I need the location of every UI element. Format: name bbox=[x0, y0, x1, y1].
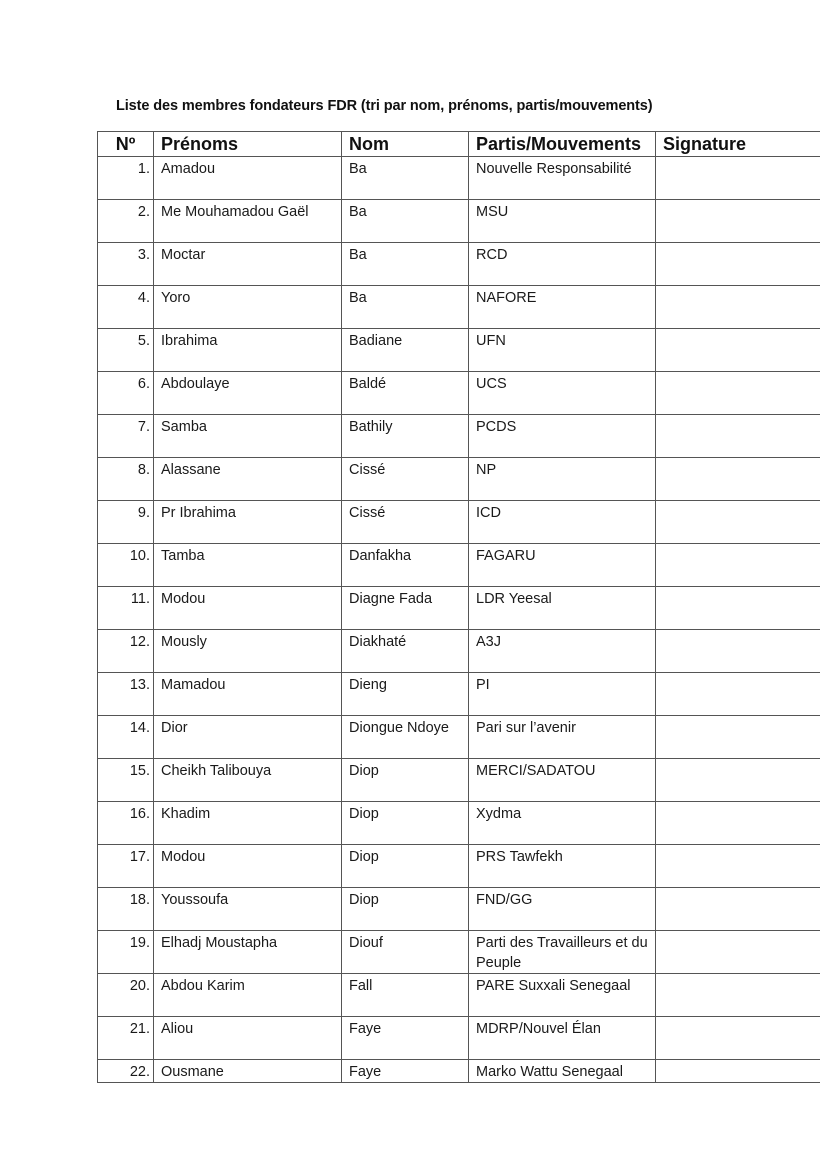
cell-partis: Parti des Travailleurs et du Peuple bbox=[469, 931, 656, 974]
header-partis: Partis/Mouvements bbox=[469, 132, 656, 157]
cell-no: 4. bbox=[98, 286, 154, 329]
cell-signature[interactable] bbox=[656, 329, 820, 372]
cell-partis: MDRP/Nouvel Élan bbox=[469, 1017, 656, 1060]
cell-nom: Fall bbox=[342, 974, 469, 1017]
cell-prenoms: Modou bbox=[154, 845, 342, 888]
cell-signature[interactable] bbox=[656, 458, 820, 501]
table-header-row bbox=[98, 132, 820, 157]
cell-no: 15. bbox=[98, 759, 154, 802]
cell-signature[interactable] bbox=[656, 845, 820, 888]
table-row bbox=[98, 243, 820, 286]
cell-signature[interactable] bbox=[656, 974, 820, 1017]
table-row bbox=[98, 544, 820, 587]
cell-partis: ICD bbox=[469, 501, 656, 544]
cell-partis: NP bbox=[469, 458, 656, 501]
cell-no: 14. bbox=[98, 716, 154, 759]
cell-prenoms: Mamadou bbox=[154, 673, 342, 716]
cell-signature[interactable] bbox=[656, 415, 820, 458]
table-row bbox=[98, 716, 820, 759]
cell-nom: Danfakha bbox=[342, 544, 469, 587]
cell-no: 10. bbox=[98, 544, 154, 587]
cell-no: 13. bbox=[98, 673, 154, 716]
cell-nom: Dieng bbox=[342, 673, 469, 716]
cell-signature[interactable] bbox=[656, 200, 820, 243]
cell-no: 17. bbox=[98, 845, 154, 888]
cell-no: 19. bbox=[98, 931, 154, 974]
table-row bbox=[98, 372, 820, 415]
cell-no: 1. bbox=[98, 157, 154, 200]
table-row bbox=[98, 458, 820, 501]
cell-signature[interactable] bbox=[656, 286, 820, 329]
cell-partis: PI bbox=[469, 673, 656, 716]
cell-partis: PRS Tawfekh bbox=[469, 845, 656, 888]
cell-nom: Ba bbox=[342, 157, 469, 200]
table-row bbox=[98, 759, 820, 802]
table-row bbox=[98, 845, 820, 888]
table-row bbox=[98, 329, 820, 372]
cell-partis: Marko Wattu Senegaal bbox=[469, 1060, 656, 1083]
cell-prenoms: Tamba bbox=[154, 544, 342, 587]
table-row bbox=[98, 415, 820, 458]
cell-prenoms: Samba bbox=[154, 415, 342, 458]
cell-signature[interactable] bbox=[656, 888, 820, 931]
cell-prenoms: Alassane bbox=[154, 458, 342, 501]
cell-partis: Xydma bbox=[469, 802, 656, 845]
table-row bbox=[98, 673, 820, 716]
cell-partis: PARE Suxxali Senegaal bbox=[469, 974, 656, 1017]
table-row bbox=[98, 888, 820, 931]
table-row bbox=[98, 974, 820, 1017]
cell-prenoms: Abdou Karim bbox=[154, 974, 342, 1017]
cell-prenoms: Khadim bbox=[154, 802, 342, 845]
cell-nom: Diongue Ndoye bbox=[342, 716, 469, 759]
cell-signature[interactable] bbox=[656, 1017, 820, 1060]
cell-prenoms: Yoro bbox=[154, 286, 342, 329]
cell-no: 18. bbox=[98, 888, 154, 931]
cell-nom: Diop bbox=[342, 845, 469, 888]
table-row bbox=[98, 1060, 820, 1083]
cell-signature[interactable] bbox=[656, 544, 820, 587]
members-table bbox=[97, 131, 820, 1083]
cell-no: 20. bbox=[98, 974, 154, 1017]
cell-no: 9. bbox=[98, 501, 154, 544]
cell-signature[interactable] bbox=[656, 1060, 820, 1083]
header-signature: Signature bbox=[656, 132, 820, 157]
table-row bbox=[98, 931, 820, 974]
cell-signature[interactable] bbox=[656, 243, 820, 286]
cell-no: 16. bbox=[98, 802, 154, 845]
cell-no: 7. bbox=[98, 415, 154, 458]
header-prenoms: Prénoms bbox=[154, 132, 342, 157]
cell-signature[interactable] bbox=[656, 931, 820, 974]
cell-nom: Cissé bbox=[342, 501, 469, 544]
cell-no: 8. bbox=[98, 458, 154, 501]
cell-prenoms: Mously bbox=[154, 630, 342, 673]
cell-partis: RCD bbox=[469, 243, 656, 286]
cell-partis: Pari sur l’avenir bbox=[469, 716, 656, 759]
cell-prenoms: Aliou bbox=[154, 1017, 342, 1060]
cell-nom: Diop bbox=[342, 888, 469, 931]
cell-no: 22. bbox=[98, 1060, 154, 1083]
cell-signature[interactable] bbox=[656, 759, 820, 802]
cell-signature[interactable] bbox=[656, 673, 820, 716]
cell-prenoms: Ousmane bbox=[154, 1060, 342, 1083]
cell-nom: Diop bbox=[342, 759, 469, 802]
table-row bbox=[98, 200, 820, 243]
cell-signature[interactable] bbox=[656, 802, 820, 845]
cell-signature[interactable] bbox=[656, 630, 820, 673]
cell-partis: FAGARU bbox=[469, 544, 656, 587]
cell-nom: Cissé bbox=[342, 458, 469, 501]
cell-nom: Diouf bbox=[342, 931, 469, 974]
header-no: Nº bbox=[98, 132, 154, 157]
cell-signature[interactable] bbox=[656, 372, 820, 415]
cell-prenoms: Modou bbox=[154, 587, 342, 630]
table-row bbox=[98, 587, 820, 630]
cell-prenoms: Elhadj Moustapha bbox=[154, 931, 342, 974]
table-row bbox=[98, 157, 820, 200]
cell-signature[interactable] bbox=[656, 157, 820, 200]
cell-no: 3. bbox=[98, 243, 154, 286]
cell-partis: LDR Yeesal bbox=[469, 587, 656, 630]
cell-partis: UFN bbox=[469, 329, 656, 372]
cell-partis: A3J bbox=[469, 630, 656, 673]
cell-prenoms: Abdoulaye bbox=[154, 372, 342, 415]
cell-nom: Diop bbox=[342, 802, 469, 845]
cell-prenoms: Dior bbox=[154, 716, 342, 759]
cell-prenoms: Ibrahima bbox=[154, 329, 342, 372]
header-nom: Nom bbox=[342, 132, 469, 157]
cell-nom: Ba bbox=[342, 286, 469, 329]
cell-nom: Faye bbox=[342, 1060, 469, 1083]
table-row bbox=[98, 630, 820, 673]
cell-prenoms: Moctar bbox=[154, 243, 342, 286]
cell-no: 2. bbox=[98, 200, 154, 243]
cell-nom: Ba bbox=[342, 200, 469, 243]
cell-nom: Ba bbox=[342, 243, 469, 286]
cell-prenoms: Youssoufa bbox=[154, 888, 342, 931]
cell-no: 12. bbox=[98, 630, 154, 673]
cell-prenoms: Cheikh Talibouya bbox=[154, 759, 342, 802]
cell-prenoms: Pr Ibrahima bbox=[154, 501, 342, 544]
cell-partis: PCDS bbox=[469, 415, 656, 458]
cell-prenoms: Me Mouhamadou Gaël bbox=[154, 200, 342, 243]
table-body bbox=[98, 157, 820, 1083]
table-row bbox=[98, 501, 820, 544]
cell-no: 21. bbox=[98, 1017, 154, 1060]
cell-partis: MERCI/SADATOU bbox=[469, 759, 656, 802]
cell-partis: Nouvelle Responsabilité bbox=[469, 157, 656, 200]
cell-nom: Diakhaté bbox=[342, 630, 469, 673]
table-row bbox=[98, 802, 820, 845]
cell-partis: MSU bbox=[469, 200, 656, 243]
cell-no: 6. bbox=[98, 372, 154, 415]
table-row bbox=[98, 286, 820, 329]
cell-signature[interactable] bbox=[656, 716, 820, 759]
cell-partis: FND/GG bbox=[469, 888, 656, 931]
table-row bbox=[98, 1017, 820, 1060]
cell-no: 11. bbox=[98, 587, 154, 630]
cell-signature[interactable] bbox=[656, 501, 820, 544]
document-title: Liste des membres fondateurs FDR (tri par nom, prénoms, partis/mouvements) bbox=[116, 98, 653, 114]
cell-nom: Faye bbox=[342, 1017, 469, 1060]
cell-signature[interactable] bbox=[656, 587, 820, 630]
cell-partis: NAFORE bbox=[469, 286, 656, 329]
cell-prenoms: Amadou bbox=[154, 157, 342, 200]
cell-no: 5. bbox=[98, 329, 154, 372]
cell-partis: UCS bbox=[469, 372, 656, 415]
cell-nom: Diagne Fada bbox=[342, 587, 469, 630]
cell-nom: Badiane bbox=[342, 329, 469, 372]
cell-nom: Bathily bbox=[342, 415, 469, 458]
cell-nom: Baldé bbox=[342, 372, 469, 415]
